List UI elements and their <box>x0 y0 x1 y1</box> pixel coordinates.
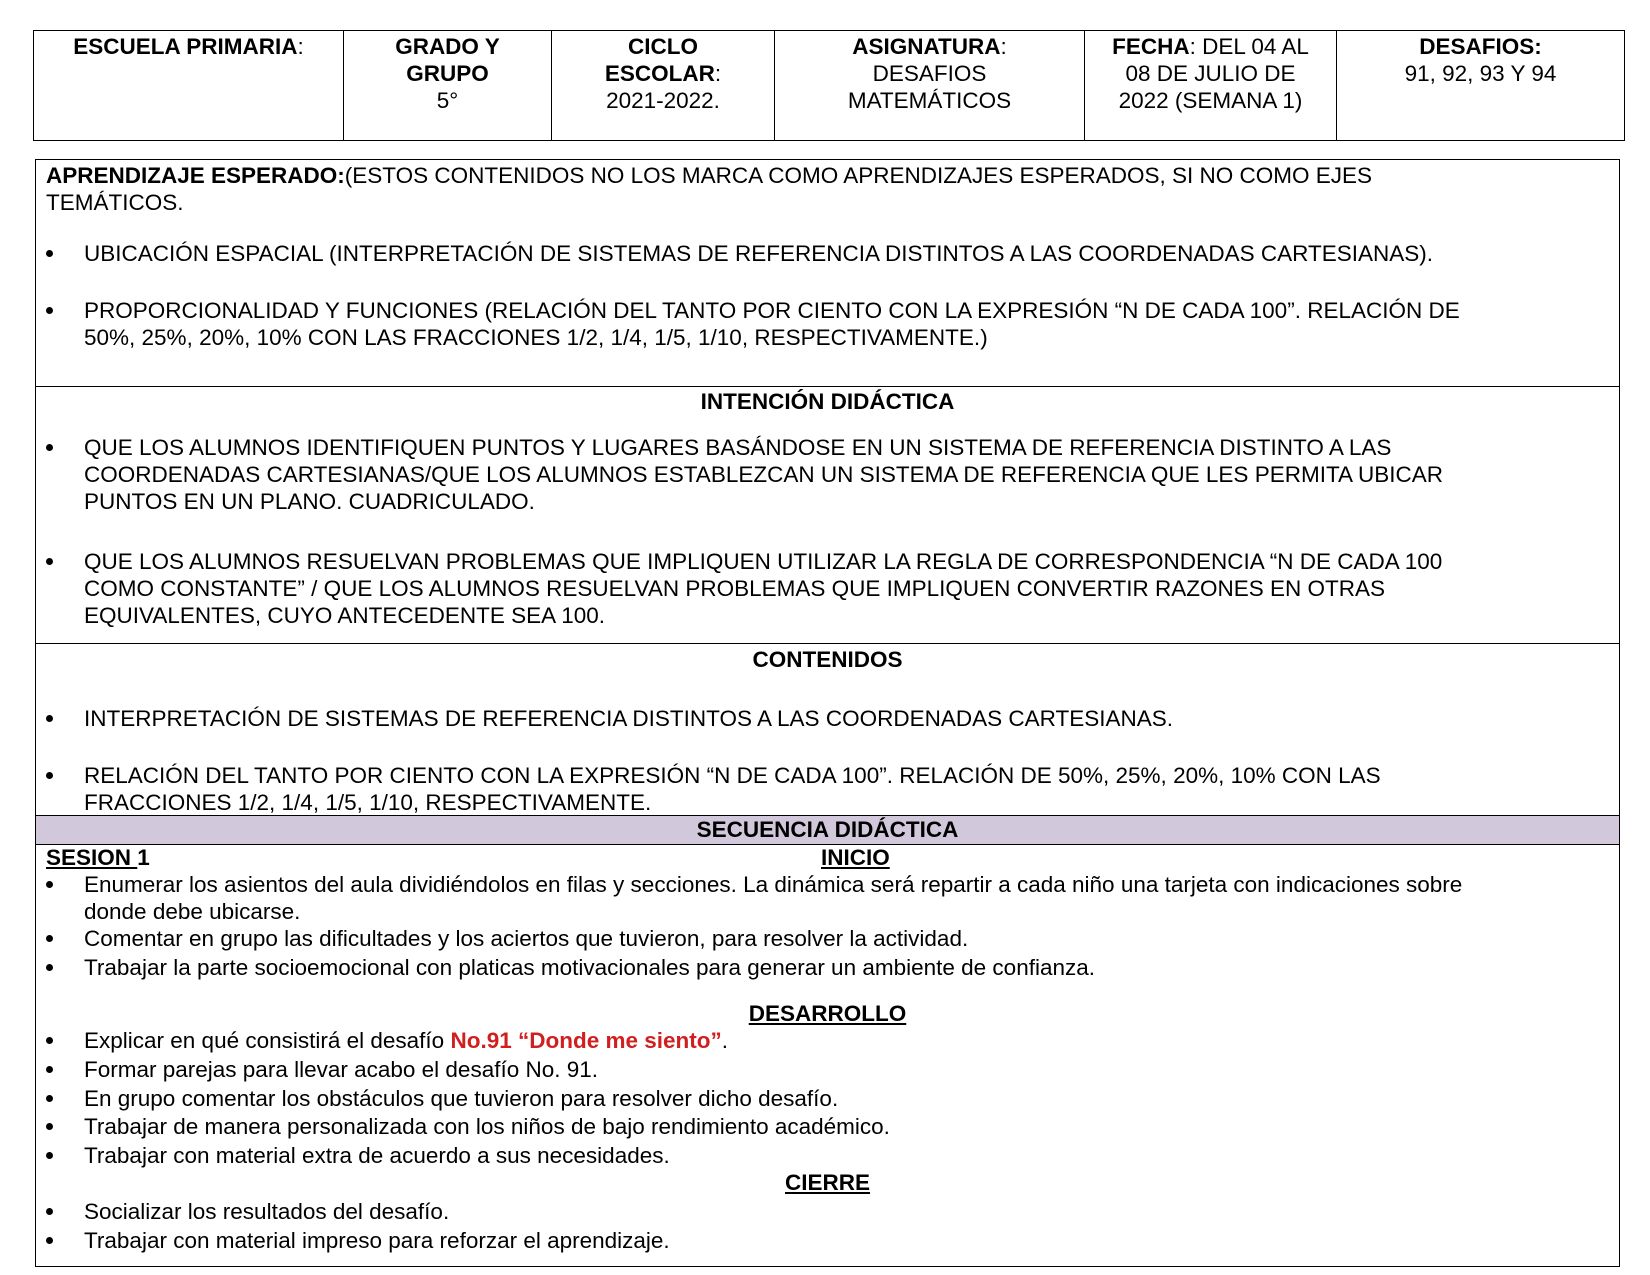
desafio-highlight: No.91 “Donde me siento” <box>450 1028 722 1053</box>
intencion-item-2-cont: EQUIVALENTES, CUYO ANTECEDENTE SEA 100. <box>84 603 605 628</box>
inicio-item-2: Comentar en grupo las dificultades y los aciertos que tuvieron, para resolver la actividad. <box>84 926 969 951</box>
intencion-item-1-cont: PUNTOS EN UN PLANO. CUADRICULADO. <box>84 489 535 514</box>
planning-table <box>35 159 1620 1267</box>
bullet-icon <box>46 1123 56 1133</box>
bullet-icon <box>46 1037 56 1047</box>
grado-cell: GRADO Y GRUPO 5° <box>344 31 552 141</box>
divider <box>36 386 1619 387</box>
inicio-item-1-cont: donde debe ubicarse. <box>84 899 301 924</box>
cierre-item-2: Trabajar con material impreso para reforzar el aprendizaje. <box>84 1228 670 1253</box>
contenidos-item-1: INTERPRETACIÓN DE SISTEMAS DE REFERENCIA DISTINTOS A LAS COORDENADAS CARTESIANAS. <box>84 706 1173 731</box>
fecha-cell: FECHA: DEL 04 AL 08 DE JULIO DE 2022 (SEMANA 1) <box>1085 31 1337 141</box>
bullet-icon <box>46 1152 56 1162</box>
ciclo-cell: CICLO ESCOLAR: 2021-2022. <box>552 31 775 141</box>
secuencia-title: SECUENCIA DIDÁCTICA <box>696 817 959 842</box>
desarrollo-heading: DESARROLLO <box>748 1001 907 1026</box>
contenidos-item-2-cont: FRACCIONES 1/2, 1/4, 1/5, 1/10, RESPECTIVAMENTE. <box>84 790 652 815</box>
aprendizaje-item-2: PROPORCIONALIDAD Y FUNCIONES (RELACIÓN DEL TANTO POR CIENTO CON LA EXPRESIÓN “N DE CADA 100”. RELACIÓN DE <box>84 298 1460 323</box>
contenidos-item-2: RELACIÓN DEL TANTO POR CIENTO CON LA EXPRESIÓN “N DE CADA 100”. RELACIÓN DE 50%, 25%, 20%, 10% CON LAS <box>84 763 1381 788</box>
bullet-icon <box>46 935 56 945</box>
bullet-icon <box>46 250 56 260</box>
header-table <box>33 30 1625 141</box>
desarrollo-item-1: Explicar en qué consistirá el desafío No.91 “Donde me siento”. <box>84 1028 729 1053</box>
desarrollo-item-3: En grupo comentar los obstáculos que tuvieron para resolver dicho desafío. <box>84 1086 839 1111</box>
bullet-icon <box>46 1237 56 1247</box>
intencion-title: INTENCIÓN DIDÁCTICA <box>700 389 955 414</box>
bullet-icon <box>46 1066 56 1076</box>
aprendizaje-intro-cont: TEMÁTICOS. <box>46 190 184 215</box>
bullet-icon <box>46 1208 56 1218</box>
intencion-item-1-cont: COORDENADAS CARTESIANAS/QUE LOS ALUMNOS ESTABLEZCAN UN SISTEMA DE REFERENCIA QUE LES PERMITA UBICAR <box>84 462 1444 487</box>
bullet-icon <box>46 558 56 568</box>
cierre-item-1: Socializar los resultados del desafío. <box>84 1199 450 1224</box>
bullet-icon <box>46 307 56 317</box>
aprendizaje-item-2-cont: 50%, 25%, 20%, 10% CON LAS FRACCIONES 1/2, 1/4, 1/5, 1/10, RESPECTIVAMENTE.) <box>84 325 988 350</box>
asignatura-cell: ASIGNATURA: DESAFIOS MATEMÁTICOS <box>775 31 1085 141</box>
bullet-icon <box>46 964 56 974</box>
aprendizaje-item-1: UBICACIÓN ESPACIAL (INTERPRETACIÓN DE SISTEMAS DE REFERENCIA DISTINTOS A LAS COORDENADAS CARTESIANAS). <box>84 241 1434 266</box>
divider <box>36 643 1619 644</box>
inicio-item-1: Enumerar los asientos del aula dividiéndolos en filas y secciones. La dinámica será repartir a cada niño una tarjeta con indicaciones sobre <box>84 872 1463 897</box>
intencion-item-2-cont: COMO CONSTANTE” / QUE LOS ALUMNOS RESUELVAN PROBLEMAS QUE IMPLIQUEN CONVERTIR RAZONES EN OTRAS <box>84 576 1386 601</box>
contenidos-title: CONTENIDOS <box>752 647 903 672</box>
desafios-cell: DESAFIOS: 91, 92, 93 Y 94 <box>1337 31 1625 141</box>
secuencia-header <box>36 815 1619 845</box>
cierre-heading: CIERRE <box>784 1170 870 1195</box>
bullet-icon <box>46 772 56 782</box>
desarrollo-item-4: Trabajar de manera personalizada con los niños de bajo rendimiento académico. <box>84 1114 890 1139</box>
sesion-label: SESION 1 <box>46 845 150 870</box>
inicio-item-3: Trabajar la parte socioemocional con platicas motivacionales para generar un ambiente de confianza. <box>84 955 1095 980</box>
bullet-icon <box>46 715 56 725</box>
bullet-icon <box>46 881 56 891</box>
desarrollo-item-2: Formar parejas para llevar acabo el desafío No. 91. <box>84 1057 599 1082</box>
inicio-heading: INICIO <box>821 845 890 870</box>
bullet-icon <box>46 1095 56 1105</box>
intencion-item-2: QUE LOS ALUMNOS RESUELVAN PROBLEMAS QUE IMPLIQUEN UTILIZAR LA REGLA DE CORRESPONDENCIA “N DE CADA 100 <box>84 549 1443 574</box>
bullet-icon <box>46 444 56 454</box>
intencion-item-1: QUE LOS ALUMNOS IDENTIFIQUEN PUNTOS Y LUGARES BASÁNDOSE EN UN SISTEMA DE REFERENCIA DISTINTO A LAS <box>84 435 1392 460</box>
desarrollo-item-5: Trabajar con material extra de acuerdo a sus necesidades. <box>84 1143 670 1168</box>
aprendizaje-intro: APRENDIZAJE ESPERADO:(ESTOS CONTENIDOS NO LOS MARCA COMO APRENDIZAJES ESPERADOS, SI NO COMO EJES <box>46 163 1373 188</box>
escuela-cell: ESCUELA PRIMARIA: <box>34 31 344 141</box>
